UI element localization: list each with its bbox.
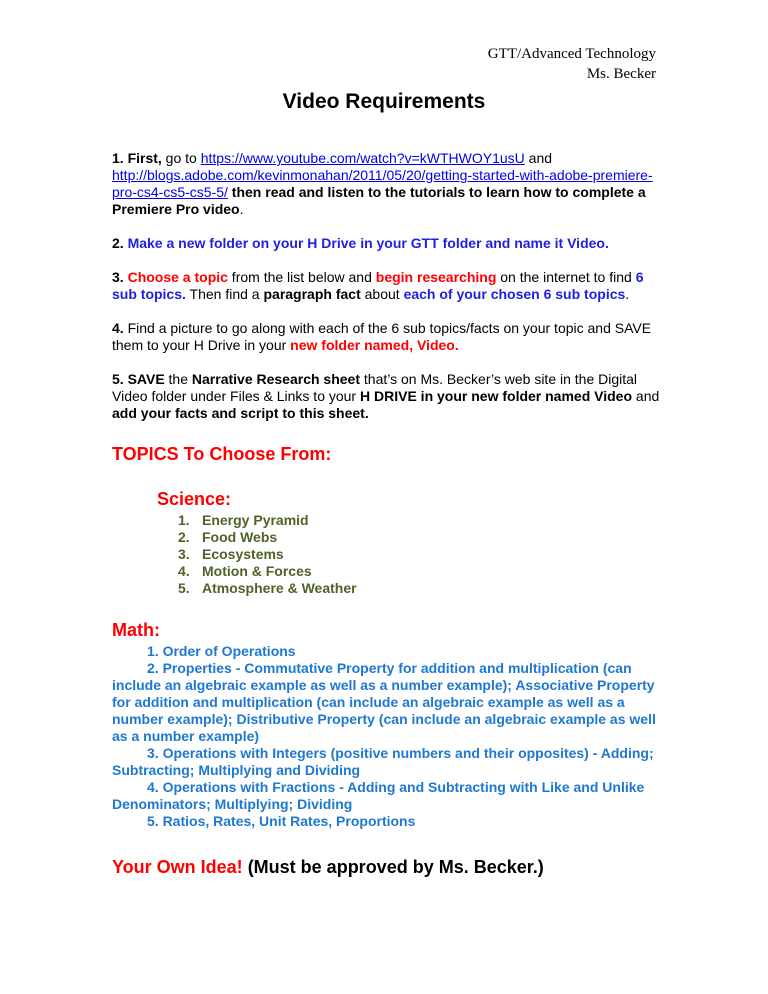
topics-heading: TOPICS To Choose From: [112,444,332,464]
step-3-text-j: . [625,286,630,302]
header-course: GTT/Advanced Technology [487,46,656,62]
step-4-folder-name: new folder named, Video. [290,337,459,353]
step-5-add-facts: add your facts and script to this sheet. [112,405,369,421]
step-2 [112,235,660,252]
adobe-blog-link[interactable]: http://blogs.adobe.com/kevinmonahan/2011/05/20/getting-started-with-adobe-premiere-pro-cs4-cs5-cs5-5/ [112,167,653,200]
science-list [178,512,660,597]
step-3 [112,269,660,303]
document-body [112,150,660,878]
science-item-text: Energy Pyramid [202,512,309,528]
step-1 [112,150,660,218]
step-3-begin-researching: begin researching [375,269,497,285]
science-heading: Science: [157,489,232,509]
science-item-text: Ecosystems [202,546,284,562]
step-4-text-a: Find a picture to go along with each of the 6 sub topics/facts on your topic and SAVE them to your H Drive in your [112,320,652,353]
science-item-number: 4. [178,563,190,579]
step-5 [112,371,660,422]
youtube-link[interactable]: https://www.youtube.com/watch?v=kWTHWOY1usU [200,150,525,166]
step-5-number: 5. SAVE [112,371,165,387]
page-title: Video Requirements [282,90,486,113]
own-idea-note: (Must be approved by Ms. Becker.) [242,857,544,877]
science-item-text: Atmosphere & Weather [202,580,357,596]
science-item-text: Motion & Forces [202,563,312,579]
step-1-text-d: . [239,201,244,217]
math-item: 4. Operations with Fractions - Adding and Subtracting with Like and Unlike Denominators; Multiplying; Dividing [112,779,645,812]
science-item [178,580,660,597]
step-4-number: 4. [112,320,124,336]
step-5-h-drive: H DRIVE in your new folder named Video [360,388,633,404]
header-teacher: Ms. Becker [586,66,656,82]
step-3-number: 3. [112,269,124,285]
step-5-research-sheet: Narrative Research sheet [191,371,361,387]
science-item [178,512,660,529]
step-1-text-c: then read and listen to the tutorials to learn how to complete a Premiere Pro video [112,184,646,217]
science-item-number: 5. [178,580,190,596]
math-item: 3. Operations with Integers (positive numbers and their opposites) - Adding; Subtracting; Multiplying and Dividing [112,745,654,778]
step-2-number: 2. [112,235,124,251]
step-5-text-a: the [164,371,192,387]
step-3-text-d: on the internet to find [496,269,636,285]
math-item: 5. Ratios, Rates, Unit Rates, Proportions [147,813,416,829]
science-item [178,529,660,546]
science-item-number: 2. [178,529,190,545]
math-heading: Math: [112,620,160,640]
page-header [488,44,656,84]
step-5-text-c: that’s on Ms. Becker’s web site in the Digital Video folder under Files & Links to your [112,371,638,404]
step-1-number: 1. First, [112,150,162,166]
step-3-choose-topic: Choose a topic [123,269,228,285]
step-3-each-sub-topic: each of your chosen 6 sub topics [403,286,626,302]
own-idea-line [112,856,660,878]
step-1-text-b: and [524,150,553,166]
math-item: 1. Order of Operations [147,643,296,659]
science-item-number: 3. [178,546,190,562]
science-item [178,563,660,580]
step-2-text: Make a new folder on your H Drive in your GTT folder and name it Video. [123,235,609,251]
step-3-text-b: from the list below and [227,269,376,285]
step-1-text-a: go to [161,150,201,166]
step-3-text-f: Then find a [185,286,264,302]
science-item-text: Food Webs [202,529,278,545]
own-idea-label: Your Own Idea! [112,857,243,877]
step-3-text-h: about [360,286,404,302]
step-5-text-e: and [632,388,660,404]
step-3-paragraph-fact: paragraph fact [263,286,361,302]
science-item [178,546,660,563]
step-3-six-sub-topics: 6 sub topics. [112,269,644,302]
step-4 [112,320,660,354]
math-item: 2. Properties - Commutative Property for addition and multiplication (can include an algebraic example as well as a number example); Associative Property for addition and multiplication (can include an algebraic example as well as a number example); Distributive Property (can include an algebraic example as well as a number example) [112,660,656,744]
math-list [112,643,660,830]
science-item-number: 1. [178,512,190,528]
